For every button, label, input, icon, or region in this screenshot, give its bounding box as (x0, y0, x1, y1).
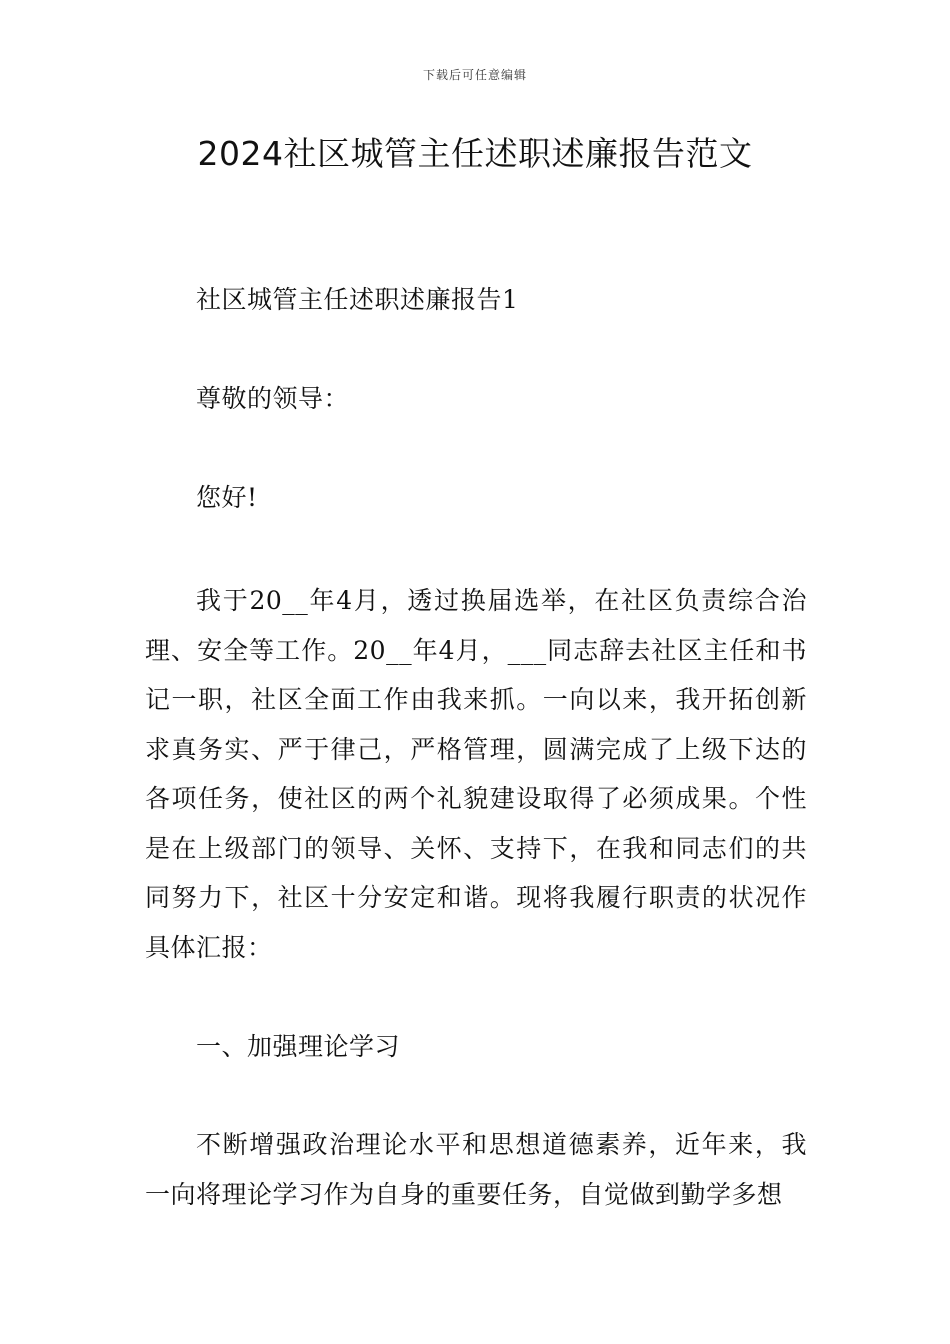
document-title: 2024社区城管主任述职述廉报告范文 (197, 134, 753, 173)
body-paragraph-2: 不断增强政治理论水平和思想道德素养，近年来，我一向将理论学习作为自身的重要任务，自觉做到勤学多想 (145, 1130, 807, 1209)
section-heading-1: 一、加强理论学习 (196, 1032, 401, 1061)
body-paragraph-1: 我于20__年4月，透过换届选举，在社区负责综合治理、安全等工作。20__年4月，___同志辞去社区主任和书记一职，社区全面工作由我来抓。一向以来，我开拓创新求真务实、严于律己，严格管理，圆满完成了上级下达的各项任务，使社区的两个礼貌建设取得了必须成果。个性是在上级部门的领导、关怀、支持下，在我和同志们的共同努力下，社区十分安定和谐。现将我履行职责的状况作具体汇报： (145, 586, 807, 962)
salutation: 尊敬的领导： (196, 384, 350, 413)
section-title: 社区城管主任述职述廉报告1 (196, 285, 519, 314)
header-note: 下载后可任意编辑 (422, 68, 527, 82)
greeting: 您好! (196, 483, 258, 512)
